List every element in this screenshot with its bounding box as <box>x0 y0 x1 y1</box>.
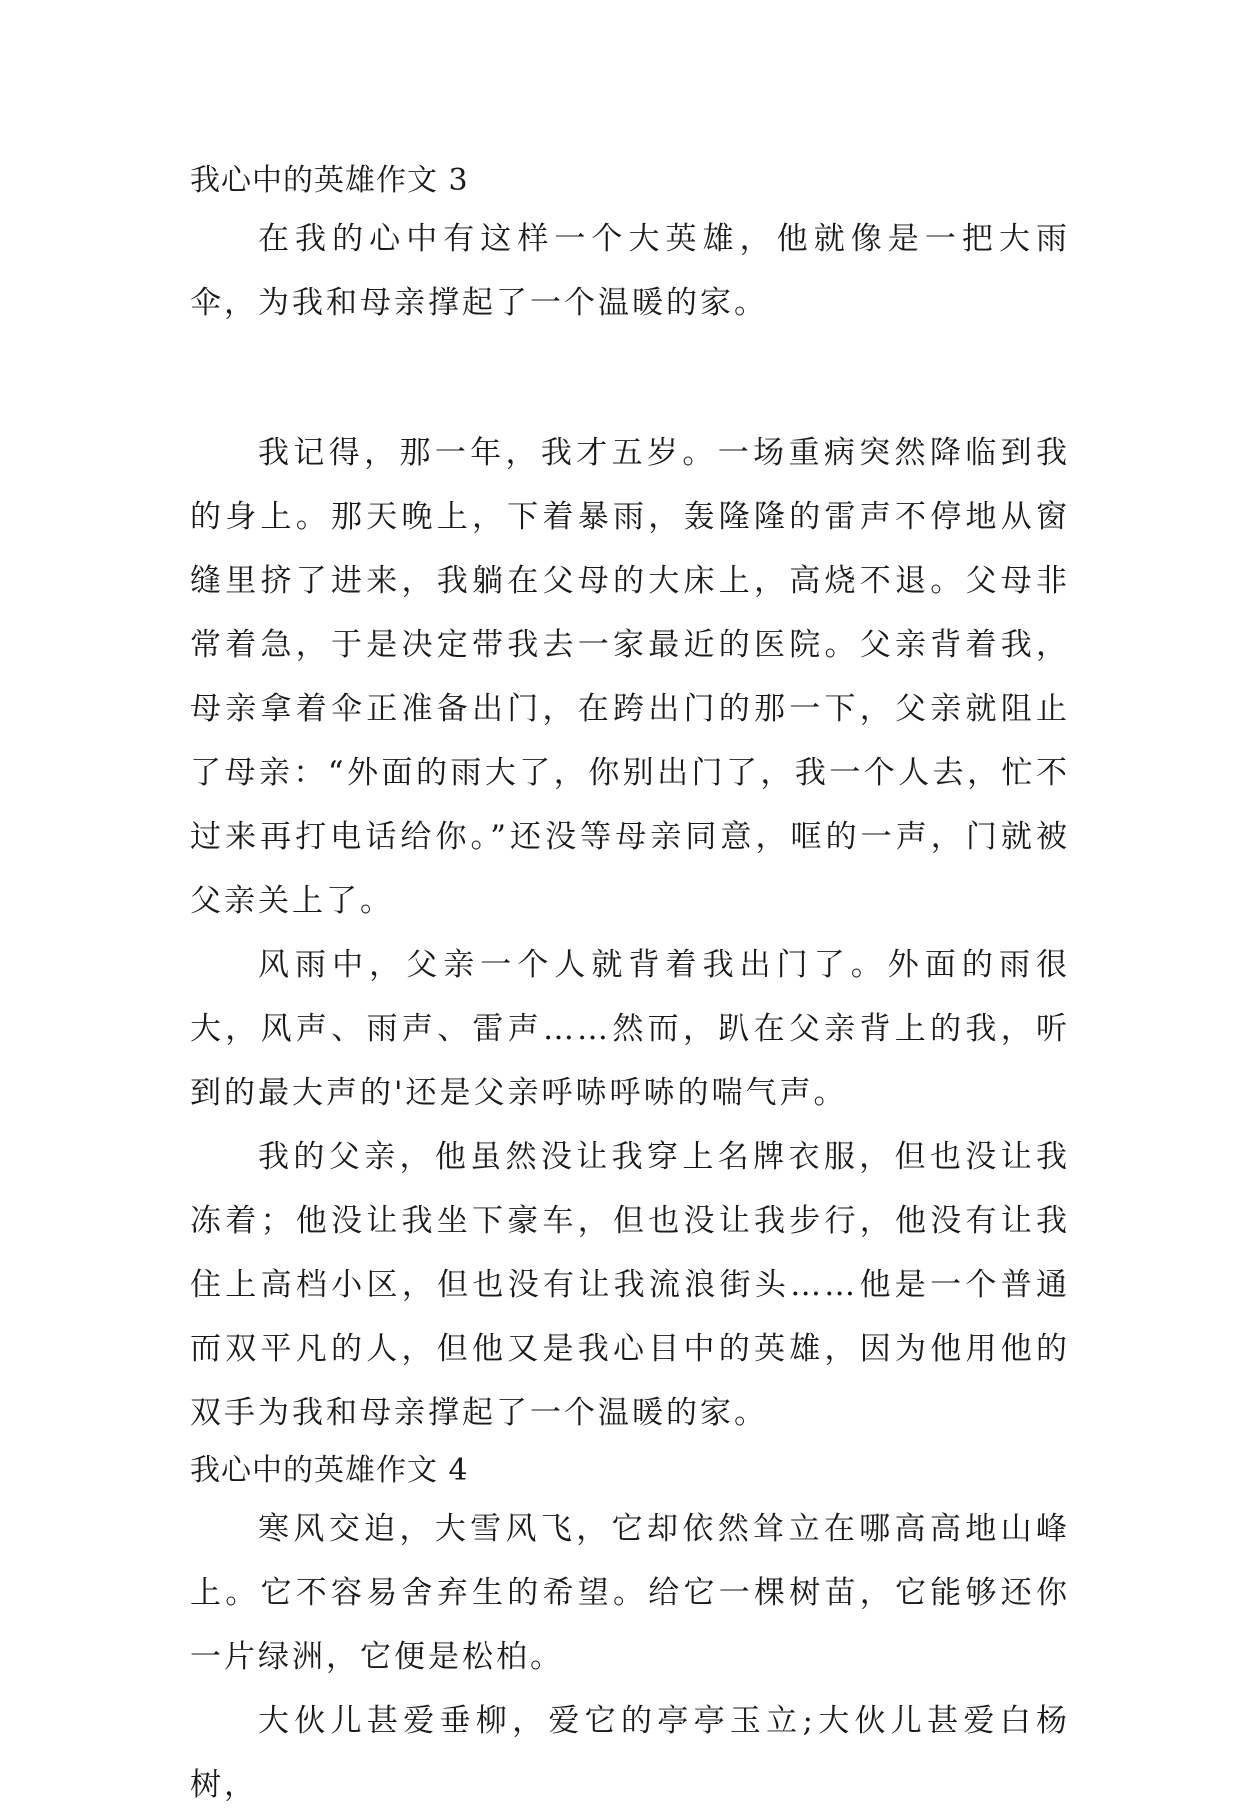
essay-3-paragraph-2: 我记得，那一年，我才五岁。一场重病突然降临到我的身上。那天晚上，下着暴雨，轰隆隆的雷声不停地从窗缝里挤了进来，我躺在父母的大床上，高烧不退。父母非常着急，于是决定带我去一家最近的医院。父亲背着我，母亲拿着伞正准备出门，在跨出门的那一下，父亲就阻止了母亲：“外面的雨大了，你别出门了，我一个人去，忙不过来再打电话给你。”还没等母亲同意，哐的一声，门就被父亲关上了。 <box>190 435 1070 919</box>
document-body <box>190 155 1070 1817</box>
essay-3-title: 我心中的英雄作文 3 <box>190 163 469 198</box>
paragraph-gap <box>190 335 1070 421</box>
essay-4-paragraph-1: 寒风交迫，大雪风飞，它却依然耸立在哪高高地山峰上。它不容易舍弃生的希望。给它一棵树苗，它能够还你一片绿洲，它便是松柏。 <box>190 1511 1070 1675</box>
essay-3-paragraph-1: 在我的心中有这样一个大英雄，他就像是一把大雨伞，为我和母亲撑起了一个温暖的家。 <box>190 221 1070 321</box>
essay-3-paragraph-4: 我的父亲，他虽然没让我穿上名牌衣服，但也没让我冻着；他没让我坐下豪车，但也没让我步行，他没有让我住上高档小区，但也没有让我流浪街头……他是一个普通而双平凡的人，但他又是我心目中的英雄，因为他用他的双手为我和母亲撑起了一个温暖的家。 <box>190 1139 1070 1431</box>
essay-4-paragraph-2: 大伙儿甚爱垂柳，爱它的亭亭玉立;大伙儿甚爱白杨树， <box>190 1703 1070 1803</box>
essay-4-title: 我心中的英雄作文 4 <box>190 1453 469 1488</box>
essay-3-paragraph-3: 风雨中，父亲一个人就背着我出门了。外面的雨很大，风声、雨声、雷声……然而，趴在父亲背上的我，听到的最大声的'还是父亲呼哧呼哧的喘气声。 <box>190 947 1070 1111</box>
